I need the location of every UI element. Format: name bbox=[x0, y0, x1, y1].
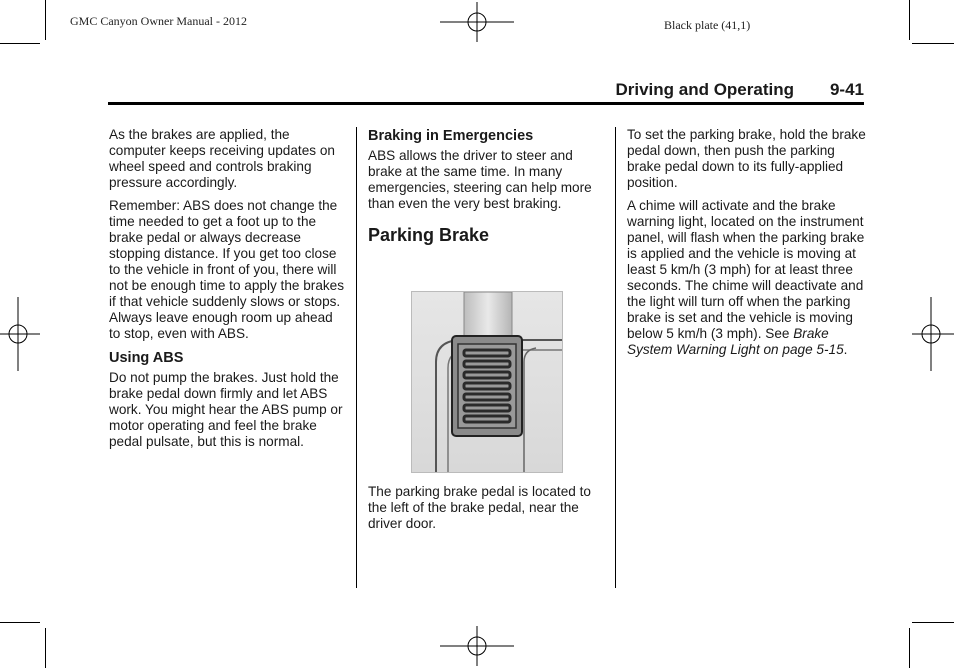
registration-target-icon bbox=[440, 626, 514, 666]
page-number: 9-41 bbox=[829, 80, 864, 99]
column-1 bbox=[109, 127, 345, 457]
crop-mark bbox=[0, 43, 40, 44]
heading-parking-brake: Parking Brake bbox=[368, 225, 490, 245]
figure-caption-block bbox=[368, 484, 604, 539]
paragraph: As the brakes are applied, the computer keeps receiving updates on wheel speed and controls braking pressure accordingly. bbox=[109, 127, 335, 190]
section-title: Driving and Operating bbox=[615, 80, 794, 99]
figure-caption: The parking brake pedal is located to the left of the brake pedal, near the driver door. bbox=[368, 484, 591, 531]
crop-mark bbox=[45, 628, 46, 668]
plate-label: Black plate (41,1) bbox=[664, 18, 751, 32]
registration-target-icon bbox=[912, 297, 954, 371]
crop-mark bbox=[0, 622, 40, 623]
paragraph-text: A chime will activate and the brake warning light, located on the instrument panel, will flash when the parking brake is applied and the vehicle is moving at least 5 km/h (3 mph) for at least three seconds. The chime will deactivate and the light will turn off when the parking brake is set and the vehicle is moving below 5 km/h (3 mph). See bbox=[627, 198, 865, 341]
column-2 bbox=[368, 127, 604, 246]
registration-target-icon bbox=[440, 2, 514, 42]
paragraph: To set the parking brake, hold the brake pedal down, then push the parking brake pedal down to its fully-applied position. bbox=[627, 127, 866, 190]
column-3 bbox=[627, 127, 867, 365]
crop-mark bbox=[912, 43, 954, 44]
crop-mark bbox=[45, 0, 46, 40]
subheading-using-abs: Using ABS bbox=[109, 350, 184, 366]
manual-title: GMC Canyon Owner Manual - 2012 bbox=[70, 14, 247, 28]
running-header bbox=[108, 80, 864, 105]
paragraph: Remember: ABS does not change the time needed to get a foot up to the brake pedal or always decrease stopping distance. If you get too close to the vehicle in front of you, there will not be enough time to apply the brakes if that vehicle suddenly slows or stops. Always leave enough room up ahead to stop, even with ABS. bbox=[109, 198, 345, 341]
registration-target-icon bbox=[0, 297, 40, 371]
crop-mark bbox=[912, 622, 954, 623]
paragraph bbox=[627, 198, 867, 358]
crop-mark bbox=[909, 628, 910, 668]
cross-reference-link[interactable]: Brake System Warning Light on page 5-15 bbox=[627, 326, 844, 357]
crop-mark bbox=[909, 0, 910, 40]
subheading-braking-emergencies: Braking in Emergencies bbox=[368, 128, 534, 144]
column-divider bbox=[356, 127, 357, 588]
parking-brake-pedal-illustration bbox=[411, 291, 563, 473]
paragraph: Do not pump the brakes. Just hold the brake pedal down firmly and let ABS work. You might hear the ABS pump or motor operating and feel the brake pedal pulsate, but this is normal. bbox=[109, 370, 343, 449]
column-divider bbox=[615, 127, 616, 588]
punctuation: . bbox=[843, 342, 848, 357]
paragraph: ABS allows the driver to steer and brake at the same time. In many emergencies, steering can help more than even the very best braking. bbox=[368, 148, 592, 211]
